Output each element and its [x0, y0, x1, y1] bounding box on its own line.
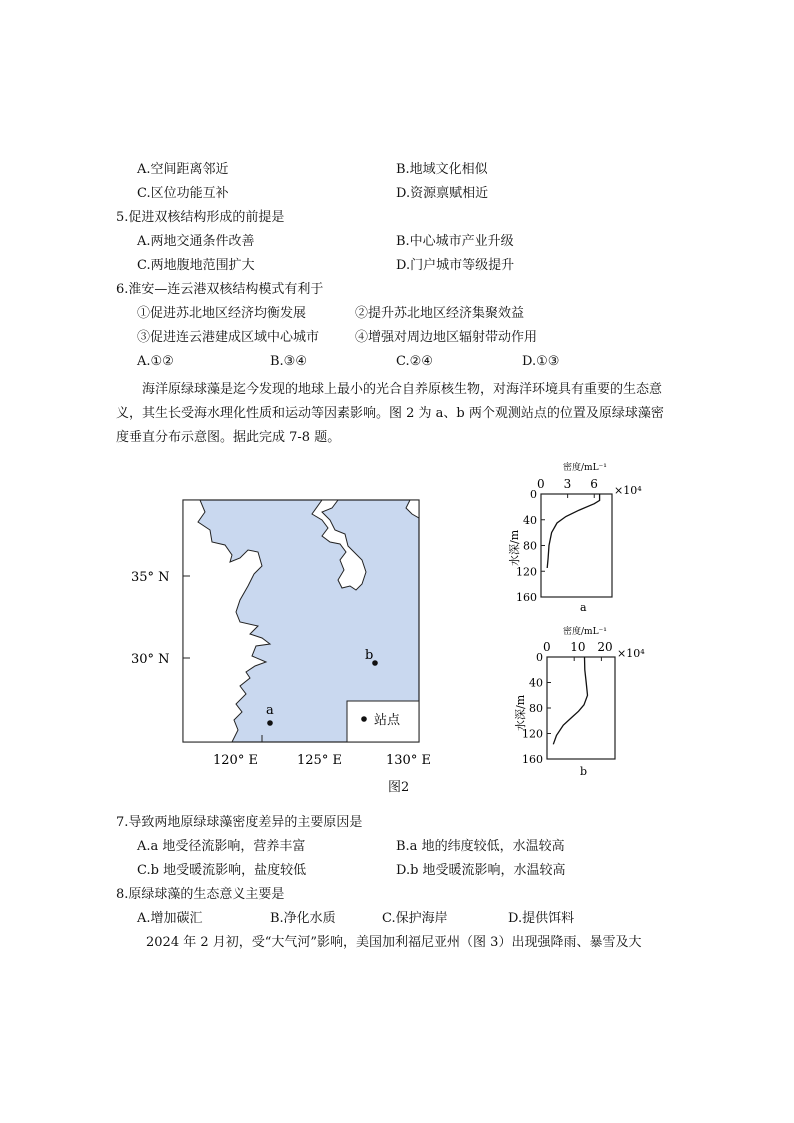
profile-a-panel-label: a — [580, 601, 587, 614]
q6-option-c: C.②④ — [396, 354, 433, 369]
q7-stem: 7.导致两地原绿球藻密度差异的主要原因是 — [116, 815, 363, 830]
q8-option-d: D.提供饵料 — [508, 911, 575, 926]
q7-option-b: B.a 地的纬度较低，水温较高 — [396, 839, 565, 854]
intro-next-passage: 2024 年 2 月初，受“大气河”影响，美国加利福尼亚州（图 3）出现强降雨、暴雪及大 — [146, 935, 642, 950]
q5-option-a: A.两地交通条件改善 — [137, 234, 255, 249]
lon-label-130e: 130° E — [386, 753, 431, 768]
q5-option-b: B.中心城市产业升级 — [396, 234, 514, 249]
legend-label: 站点 — [374, 713, 401, 728]
y-tick-label: 80 — [523, 539, 537, 553]
lon-label-120e: 120° E — [213, 753, 258, 768]
lat-label-30n: 30° N — [131, 652, 170, 667]
x-tick-label: 6 — [590, 477, 598, 491]
x-tick-label: 0 — [537, 477, 545, 491]
q6-item-3: ③促进连云港建成区域中心城市 — [137, 330, 320, 345]
profile-b-curve — [553, 657, 587, 744]
q6-option-b: B.③④ — [270, 354, 307, 369]
profile-b-panel-label: b — [580, 765, 588, 778]
q4-option-c: C.区位功能互补 — [137, 186, 229, 201]
q6-option-d: D.①③ — [522, 354, 560, 369]
y-tick-label: 160 — [522, 753, 543, 766]
y-tick-label: 40 — [523, 513, 537, 527]
intro-paragraph-7-8 — [116, 378, 676, 450]
profile-a-x-multiplier: ×10⁴ — [614, 484, 642, 497]
profile-a-frame — [541, 494, 612, 597]
figure-caption: 图2 — [388, 780, 410, 795]
q5-option-d: D.门户城市等级提升 — [396, 258, 515, 273]
y-tick-label: 80 — [529, 702, 543, 715]
y-tick-label: 120 — [516, 565, 537, 579]
q4-option-d: D.资源禀赋相近 — [396, 186, 489, 201]
q8-stem: 8.原绿球藻的生态意义主要是 — [116, 887, 285, 902]
lat-label-35n: 35° N — [131, 570, 170, 585]
x-tick-label: 10 — [570, 640, 586, 654]
station-a-marker — [267, 720, 273, 726]
profile-b-y-title: 水深/m — [514, 694, 527, 731]
density-profile-a — [507, 461, 642, 614]
q6-stem: 6.淮安—连云港双核结构模式有利于 — [116, 282, 324, 297]
q7-option-a: A.a 地受径流影响，营养丰富 — [137, 839, 306, 854]
x-tick-label: 3 — [563, 477, 572, 491]
q5-stem: 5.促进双核结构形成的前提是 — [116, 210, 285, 225]
y-tick-label: 160 — [516, 591, 537, 604]
profile-b-x-multiplier: ×10⁴ — [617, 647, 645, 660]
q4-option-b: B.地域文化相似 — [396, 162, 488, 177]
x-tick-label: 20 — [597, 640, 613, 654]
y-tick-label: 120 — [522, 727, 543, 741]
lon-label-125e: 125° E — [297, 753, 342, 768]
q7-option-c: C.b 地受暖流影响，盐度较低 — [137, 863, 307, 878]
q8-option-b: B.净化水质 — [270, 911, 336, 926]
legend-station-marker — [361, 716, 367, 722]
profile-a-x-title: 密度/mL⁻¹ — [563, 463, 607, 473]
profile-a-curve — [547, 494, 599, 568]
station-a-label: a — [266, 703, 274, 718]
station-b-label: b — [365, 648, 374, 663]
q6-item-4: ④增强对周边地区辐射带动作用 — [355, 330, 538, 345]
q6-option-a: A.①② — [137, 354, 174, 369]
density-profile-b — [513, 625, 645, 778]
y-tick-label: 0 — [536, 651, 543, 664]
q6-item-2: ②提升苏北地区经济集聚效益 — [355, 306, 525, 321]
y-tick-label: 0 — [530, 488, 537, 501]
figure-2 — [0, 450, 794, 780]
q4-option-a: A.空间距离邻近 — [137, 162, 229, 177]
x-tick-label: 0 — [543, 640, 551, 654]
profile-b-x-title: 密度/mL⁻¹ — [563, 627, 607, 637]
profile-a-y-title: 水深/m — [508, 529, 521, 566]
y-tick-label: 40 — [529, 676, 543, 690]
intro-text: 海洋原绿球藻是迄今发现的地球上最小的光合自养原核生物，对海洋环境具有重要的生态意义，其生长受海水理化性质和运动等因素影响。图 2 为 a、b 两个观测站点的位置及原绿球藻密度垂直分布示意图。据此完成 7-8 题。 — [116, 382, 664, 445]
q6-item-1: ①促进苏北地区经济均衡发展 — [137, 306, 307, 321]
station-map — [131, 500, 431, 768]
q8-option-c: C.保护海岸 — [382, 911, 448, 926]
q8-option-a: A.增加碳汇 — [137, 911, 203, 926]
q7-option-d: D.b 地受暖流影响，水温较高 — [396, 863, 566, 878]
q5-option-c: C.两地腹地范围扩大 — [137, 258, 255, 273]
